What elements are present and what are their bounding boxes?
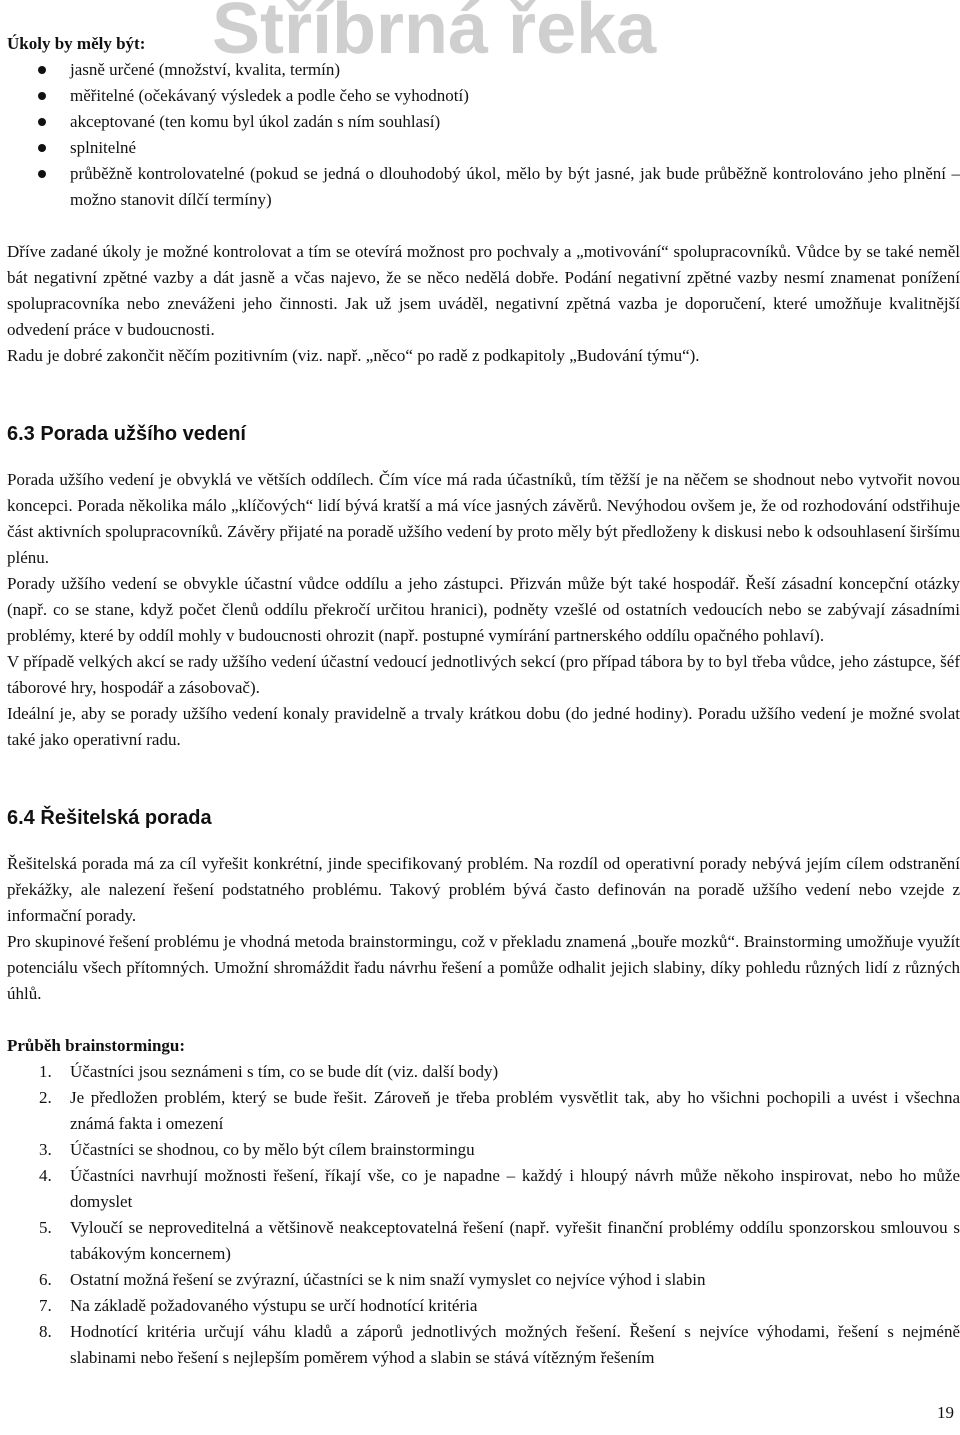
page-number: 19	[937, 1403, 954, 1422]
section-6-4-heading: 6.4 Řešitelská porada	[7, 807, 212, 829]
tasks-closing: Radu je dobré zakončit něčím pozitivním (viz. např. „něco“ po radě z podkapitoly „Budování týmu“).	[7, 346, 700, 365]
list-item: akceptované (ten komu byl úkol zadán s ním souhlasí)	[7, 109, 960, 135]
list-item: 6. Ostatní možná řešení se zvýrazní, účastníci se k nim snaží vymyslet co nejvíce výhod i slabin	[39, 1270, 706, 1289]
bullet-icon	[38, 118, 46, 126]
list-item: 1. Účastníci jsou seznámeni s tím, co se bude dít (viz. další body)	[39, 1062, 499, 1081]
brainstorming-steps	[7, 1059, 960, 1371]
list-item: 3. Účastníci se shodnou, co by mělo být cílem brainstormingu	[39, 1140, 475, 1159]
list-item: průběžně kontrolovatelné (pokud se jedná o dlouhodobý úkol, mělo by být jasné, jak bude průběžně kontrolováno jeho plnění – možno stanovit dílčí termíny)	[7, 161, 960, 213]
bullet-icon	[38, 170, 46, 178]
list-item: 2. Je předložen problém, který se bude řešit. Zároveň je třeba problém vysvětlit tak, aby ho všichni pochopili a uvést i všechna známá fakta i omezení	[39, 1088, 960, 1133]
list-item: splnitelné	[7, 135, 960, 161]
watermark-title: Stříbrná řeka	[212, 0, 657, 69]
page-content	[7, 0, 960, 1371]
section-6-4-paragraph: Řešitelská porada má za cíl vyřešit konkrétní, jinde specifikovaný problém. Na rozdíl od operativní porady nebývá jejím cílem odstranění překážky, ale nalezení řešení podstatného problému. Takový problém bývá často definován na poradě užšího vedení nebo vzejde z informační porady.	[7, 854, 960, 925]
bullet-icon	[38, 66, 46, 74]
list-item: 4. Účastníci navrhují možnosti řešení, říkají vše, co je napadne – každý i hloupý návrh může někoho inspirovat, nebo ho může domyslet	[39, 1166, 960, 1211]
list-item: 7. Na základě požadovaného výstupu se určí hodnotící kritéria	[39, 1296, 478, 1315]
section-6-3-paragraph: Porada užšího vedení je obvyklá ve větších oddílech. Čím více má rada účastníků, tím těžší je na něčem se shodnout nebo vytvořit novou koncepci. Porada několika málo „klíčových“ lidí bývá kratší a má více jasných závěrů. Nevýhodou ovšem je, že od rozhodování odstřihuje část aktivních spolupracovníků. Závěry přijaté na poradě užšího vedení by proto měly být předloženy k diskusi nebo k odsouhlasení širšímu plénu.	[7, 470, 960, 567]
section-6-4-paragraph: Pro skupinové řešení problému je vhodná metoda brainstormingu, což v překladu znamená „bouře mozků“. Brainstorming umožňuje využít potenciálu všech přítomných. Umožní shromáždit řadu návrhu řešení a pomůže odhalit jejich slabiny, díky pohledu různých lidí z různých úhlů.	[7, 932, 960, 1003]
tasks-heading: Úkoly by měly být:	[7, 34, 146, 53]
list-item: 8. Hodnotící kritéria určují váhu kladů a záporů jednotlivých možných řešení. Řešení s nejvíce výhodami, řešení s nejméně slabinami nebo řešení s nejlepším poměrem výhod a slabin se stává vítězným řešením	[39, 1322, 960, 1367]
list-item: měřitelné (očekávaný výsledek a podle čeho se vyhodnotí)	[7, 83, 960, 109]
bullet-icon	[38, 144, 46, 152]
section-6-3-paragraph: Ideální je, aby se porady užšího vedení konaly pravidelně a trvaly krátkou dobu (do jedné hodiny). Poradu užšího vedení je možné svolat také jako operativní radu.	[7, 704, 960, 749]
brainstorming-heading: Průběh brainstormingu:	[7, 1036, 186, 1055]
bullet-icon	[38, 92, 46, 100]
tasks-bullet-list	[7, 57, 960, 213]
list-item: 5. Vyloučí se neproveditelná a většinově neakceptovatelná řešení (např. vyřešit finanční problémy oddílu sponzorskou smlouvou s tabákovým koncernem)	[39, 1218, 960, 1263]
section-6-3-heading: 6.3 Porada užšího vedení	[7, 423, 246, 445]
section-6-3-paragraph: V případě velkých akcí se rady užšího vedení účastní vedoucí jednotlivých sekcí (pro případ tábora by to byl třeba vůdce, jeho zástupce, šéf táborové hry, hospodář a zásobovač).	[7, 652, 960, 697]
section-6-3-paragraph: Porady užšího vedení se obvykle účastní vůdce oddílu a jeho zástupci. Přizván může být také hospodář. Řeší zásadní koncepční otázky (např. co se stane, když počet členů oddílu překročí určitou hranici), podněty vzešlé od ostatních vedoucích nebo se zabývají zásadními problémy, které by oddíl mohly v budoucnosti ohrozit (např. postupné vymírání partnerského oddílu opačného pohlaví).	[7, 574, 960, 645]
list-item: jasně určené (množství, kvalita, termín)	[7, 57, 960, 83]
tasks-paragraph: Dříve zadané úkoly je možné kontrolovat a tím se otevírá možnost pro pochvaly a „motivování“ spolupracovníků. Vůdce by se také neměl bát negativní zpětné vazby a dát jasně a včas najevo, že se něco nedělá dobře. Podání negativní zpětné vazby nesmí znamenat ponížení spolupracovníka nebo zneváženi jeho činnosti. Jak už jsem uváděl, negativní zpětná vazba je doporučení, které umožňuje kvalitnější odvedení práce v budoucnosti.	[7, 242, 960, 339]
